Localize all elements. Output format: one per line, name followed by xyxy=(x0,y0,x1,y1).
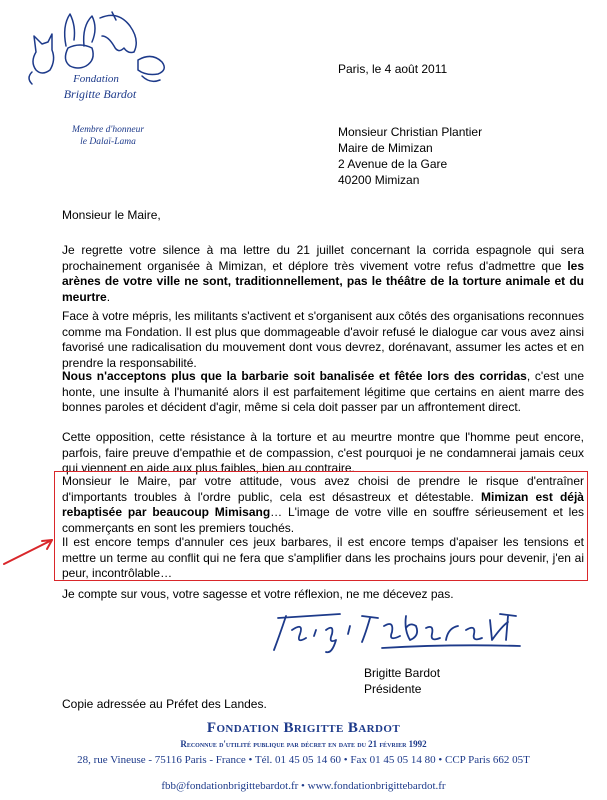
p1-text-c: . xyxy=(106,289,111,304)
salutation: Monsieur le Maire, xyxy=(62,208,161,222)
recipient-city: 40200 Mimizan xyxy=(338,173,420,187)
recipient-name: Monsieur Christian Plantier xyxy=(338,125,483,139)
handwritten-signature xyxy=(270,600,590,660)
footer-contact: fbb@fondationbrigittebardot.fr • www.fondationbrigittebardot.fr xyxy=(161,780,446,792)
red-arrow-icon xyxy=(0,530,60,570)
recipient-street: 2 Avenue de la Gare xyxy=(338,157,448,171)
recipient-title: Maire de Mimizan xyxy=(338,141,433,155)
p5-text-c: … L'image de votre ville en souffre sérieusement et les commerçants en sont les premiers touchés. xyxy=(62,505,584,535)
recipient-address xyxy=(338,124,482,188)
honor-line-2: le Dalaï-Lama xyxy=(80,137,136,147)
p4-text: Cette opposition, cette résistance à la torture et au meurtre montre que l'homme peut encore, parfois, faire preuve d'empathie et de compassion, c'est pourquoi je ne condamnerai jamais ceux qui viennent en aide aux plus faibles, bien au contraire. xyxy=(62,430,584,476)
logo-line-1: Fondation xyxy=(73,73,119,85)
paragraph-5 xyxy=(62,474,584,536)
signer-block xyxy=(364,665,440,697)
p6-text: Il est encore temps d'annuler ces jeux barbares, il est encore temps d'apaiser les tensions et mettre un terme au conflit qui ne fera que s'amplifier dans les prochains jours pour devenir, j'en ai peur, incontrôlable… xyxy=(62,535,584,581)
p2-text: Face à votre mépris, les militants s'activent et s'organisent aux côtés des organisations reconnues comme ma Fondation. Il est plus que dommageable d'avoir refusé le dialogue car vous avez ainsi favorisé une radicalisation du mouvement dont vous devrez, dorénavant, assumer les actes et en prendre la responsabilité. xyxy=(62,309,584,370)
p5-text-a: Monsieur le Maire, par votre attitude, vous avez choisi de prendre le risque d'entraîner d'importants troubles à l'ordre public, cela est désastreux et détestable. xyxy=(62,474,584,504)
letter-date: Paris, le 4 août 2011 xyxy=(338,62,448,76)
closing-text: Je compte sur vous, votre sagesse et votre réflexion, ne me décevez pas. xyxy=(62,587,454,601)
footer-subtitle: Reconnue d'utilité publique par décret en date du 21 février 1992 xyxy=(180,739,427,749)
p3-text: , c'est une honte, une insulte à l'humanité alors il est parfaitement légitime que certains en aient marre des bonnes paroles et décident d'agir, même si cela doit passer par un affrontement direct. xyxy=(62,369,584,415)
logo-line-2: Brigitte Bardot xyxy=(63,87,137,101)
paragraph-4 xyxy=(62,430,584,477)
p1-text-bold: les arènes de votre ville ne sont, traditionnellement, pas le théâtre de la torture animale et du meurtre xyxy=(62,258,584,304)
paragraph-3 xyxy=(62,369,584,416)
signer-role: Présidente xyxy=(364,682,422,696)
footer-title: Fondation Brigitte Bardot xyxy=(206,720,401,736)
p3-text-bold: Nous n'acceptons plus que la barbarie soit banalisée et fêtée lors des corridas xyxy=(62,369,527,383)
honorary-member xyxy=(58,124,158,148)
paragraph-6 xyxy=(62,535,584,582)
footer-address: 28, rue Vineuse - 75116 Paris - France • Tél. 01 45 05 14 60 • Fax 01 45 05 14 80 • CCP Paris 662 05T xyxy=(77,754,530,766)
signer-name: Brigitte Bardot xyxy=(364,666,441,680)
copy-line: Copie adressée au Préfet des Landes. xyxy=(62,697,267,711)
paragraph-1 xyxy=(62,243,584,305)
foundation-logo xyxy=(22,6,170,106)
p5-text-bold: Mimizan est déjà rebaptisée par beaucoup Mimisang xyxy=(62,489,584,520)
paragraph-2 xyxy=(62,309,584,371)
honor-line-1: Membre d'honneur xyxy=(71,125,145,135)
p1-text-a: Je regrette votre silence à ma lettre du 21 juillet concernant la corrida espagnole qui sera prochainement organisée à Mimizan, et déplore très vivement votre refus d'admettre que xyxy=(62,243,584,273)
